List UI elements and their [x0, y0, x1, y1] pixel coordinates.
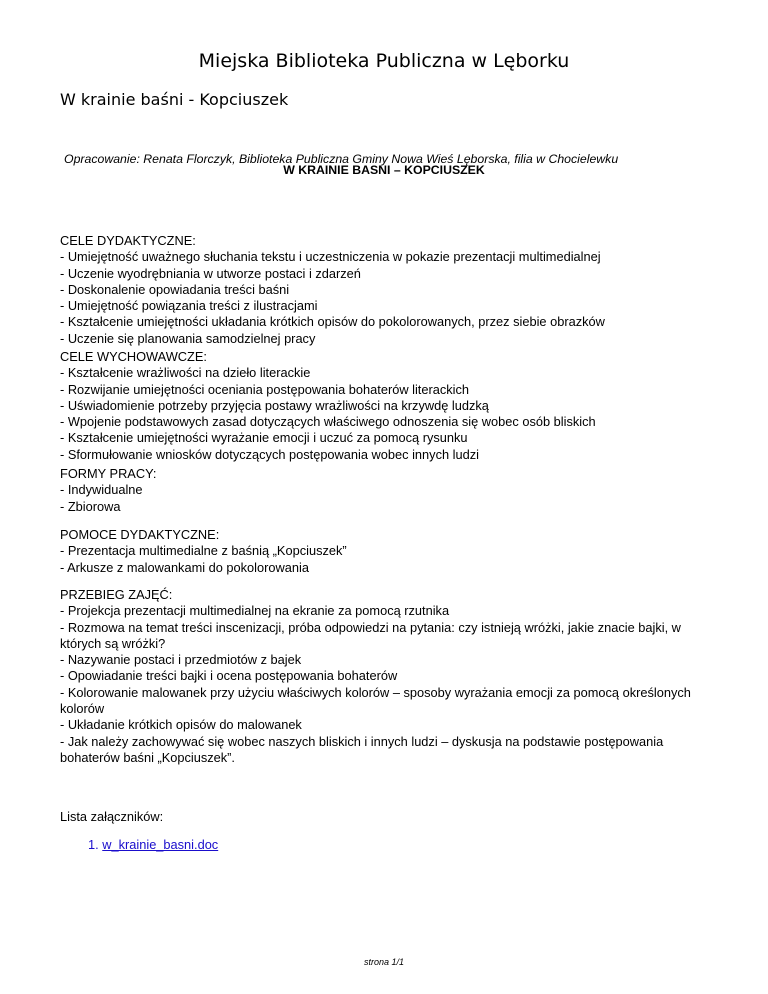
section-line: bohaterów baśni „Kopciuszek”.: [60, 749, 235, 765]
section-heading: PRZEBIEG ZAJĘĆ:: [60, 587, 173, 602]
author-line: Opracowanie: Renata Florczyk, Biblioteka Publiczna Gminy Nowa Wieś Lęborska, filia w Chocielewku: [64, 152, 619, 166]
section-cele-dydaktyczne: [60, 233, 710, 347]
attachments-label: Lista załączników:: [60, 809, 164, 824]
site-title: Miejska Biblioteka Publiczna w Lęborku: [198, 50, 570, 72]
attachment-number: 1.: [88, 837, 99, 852]
section-line: - Arkusze z malowankami do pokolorowania: [60, 559, 309, 575]
section-line: - Uczenie się planowania samodzielnej pracy: [60, 330, 316, 346]
section-line: których są wróżki?: [60, 635, 166, 651]
section-line: - Sformułowanie wniosków dotyczących postępowania wobec innych ludzi: [60, 446, 479, 462]
attachment-link[interactable]: w_krainie_basni.doc: [102, 837, 219, 852]
page-title: W krainie baśni - Kopciuszek: [60, 90, 289, 109]
section-line: - Rozwijanie umiejętności oceniania postępowania bohaterów literackich: [60, 381, 470, 397]
section-line: - Nazywanie postaci i przedmiotów z bajek: [60, 652, 302, 668]
section-line: - Opowiadanie treści bajki i ocena postępowania bohaterów: [60, 668, 398, 684]
document-heading: W KRAINIE BASNI – KOPCIUSZEK: [283, 163, 485, 177]
section-line: - Kształcenie umiejętności wyrażanie emocji i uczuć za pomocą rysunku: [60, 430, 468, 446]
section-line: - Doskonalenie opowiadania treści baśni: [60, 281, 290, 297]
section-line: - Projekcja prezentacji multimedialnej na ekranie za pomocą rzutnika: [60, 603, 450, 619]
attachments-list: [88, 837, 218, 852]
section-line: - Kolorowanie malowanek przy użyciu właściwych kolorów – sposoby wyrażania emocji za pomocą określonych: [60, 684, 691, 700]
section-line: - Jak należy zachowywać się wobec naszych bliskich i innych ludzi – dyskusja na podstawie postępowania: [60, 733, 664, 749]
section-line: - Uświadomienie potrzeby przyjęcia postawy wrażliwości na krzywdę ludzką: [60, 397, 489, 413]
section-cele-wychowawcze: [60, 349, 710, 463]
section-line: - Umiejętność uważnego słuchania tekstu i uczestniczenia w pokazie prezentacji multimedialnej: [60, 249, 601, 265]
page-number: strona 1/1: [363, 957, 405, 967]
section-line: - Układanie krótkich opisów do malowanek: [60, 717, 302, 733]
section-line: - Rozmowa na temat treści inscenizacji, próba odpowiedzi na pytania: czy istnieją wróżki, jakie znacie bajki, w: [60, 619, 681, 635]
section-line: - Uczenie wyodrębniania w utworze postaci i zdarzeń: [60, 265, 361, 281]
section-formy-pracy: [60, 466, 710, 515]
section-line: - Kształcenie wrażliwości na dzieło literackie: [60, 365, 311, 381]
section-heading: CELE DYDAKTYCZNE:: [60, 233, 196, 248]
section-line: - Umiejętność powiązania treści z ilustracjami: [60, 298, 318, 314]
section-line: - Wpojenie podstawowych zasad dotyczących właściwego odnoszenia się wobec osób bliskich: [60, 414, 596, 430]
section-line: - Zbiorowa: [60, 498, 121, 514]
section-heading: FORMY PRACY:: [60, 466, 157, 481]
section-line: - Prezentacja multimedialne z baśnią „Kopciuszek”: [60, 543, 347, 559]
section-line: - Indywidualne: [60, 482, 143, 498]
section-pomoce-dydaktyczne: [60, 527, 710, 576]
section-przebieg-zajec: [60, 587, 710, 766]
section-line: kolorów: [60, 701, 105, 717]
section-heading: CELE WYCHOWAWCZE:: [60, 349, 207, 364]
section-line: - Kształcenie umiejętności układania krótkich opisów do pokolorowanych, przez siebie obrazków: [60, 314, 605, 330]
section-heading: POMOCE DYDAKTYCZNE:: [60, 527, 220, 542]
